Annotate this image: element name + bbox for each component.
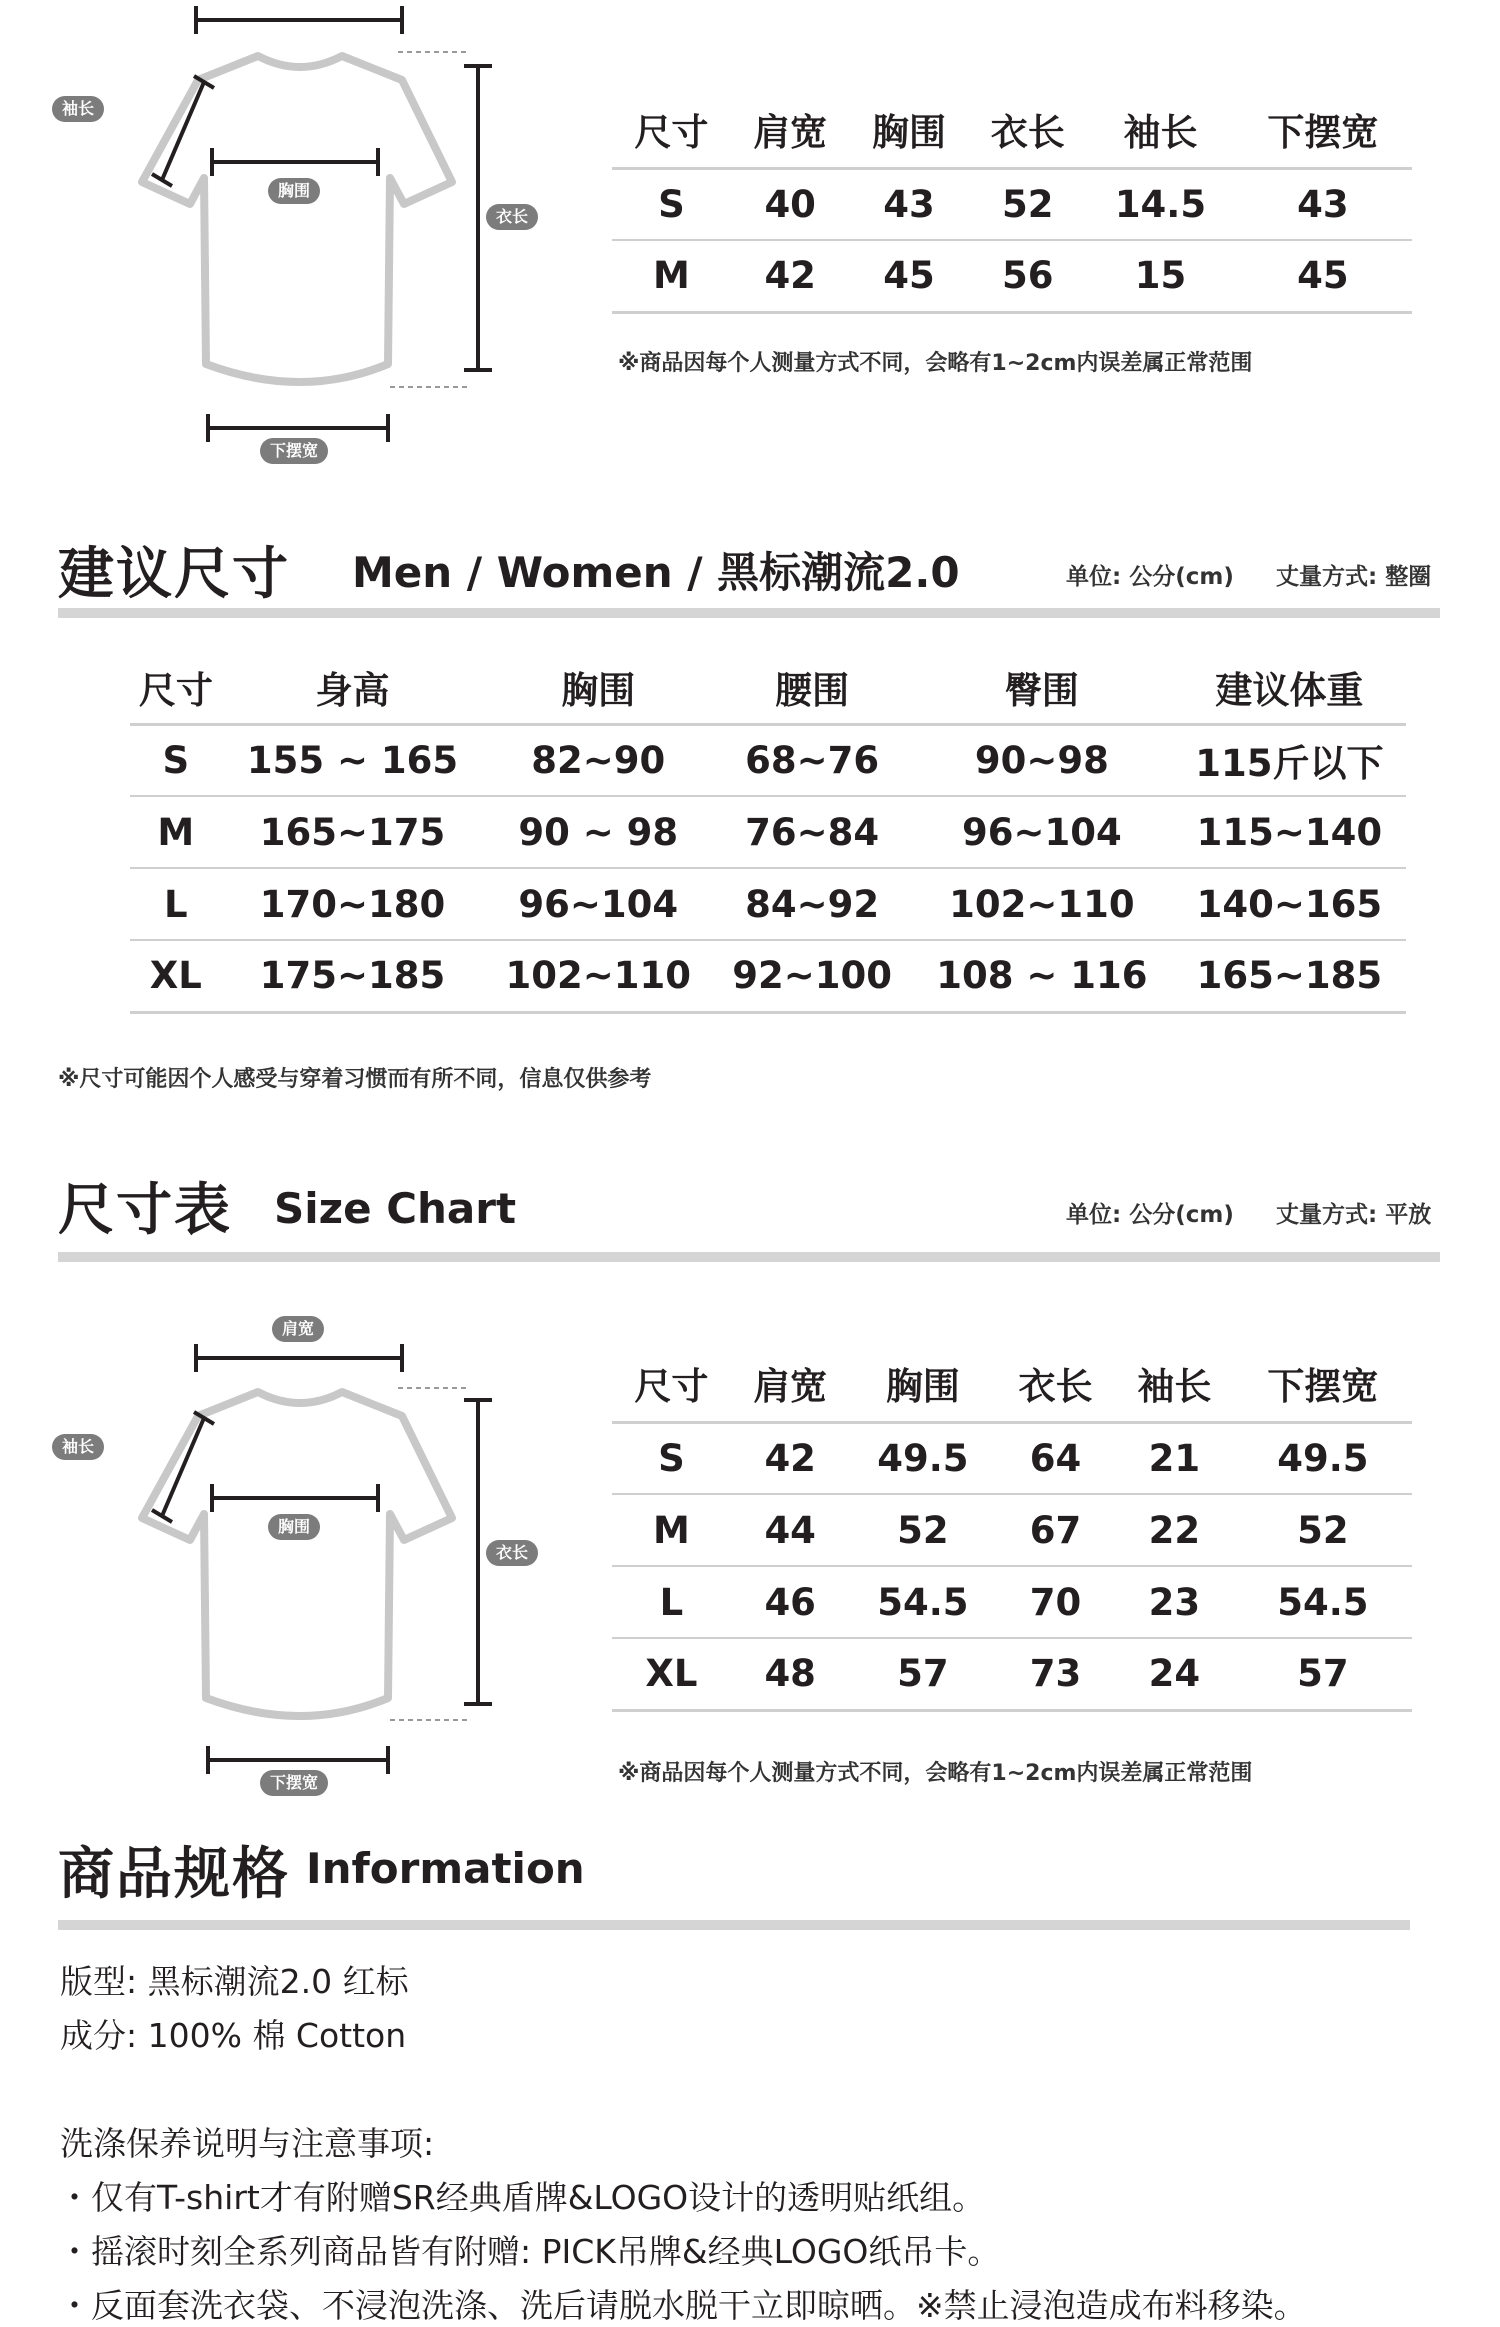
cell: 14.5 bbox=[1114, 182, 1207, 226]
label-sleeve: 袖长 bbox=[52, 96, 104, 122]
cell: 42 bbox=[731, 240, 850, 312]
cell: 165~175 bbox=[222, 796, 484, 868]
care-item: ・仅有T-shirt才有附赠SR经典盾牌&LOGO设计的透明贴纸组。 bbox=[58, 2178, 986, 2217]
info-subtitle: Information bbox=[306, 1844, 585, 1893]
size-table-top bbox=[612, 92, 1412, 314]
cell: XL bbox=[130, 940, 222, 1012]
th-length: 衣长 bbox=[996, 1346, 1115, 1422]
info-divider bbox=[58, 1920, 1410, 1930]
sizechart-title: 尺寸表 bbox=[58, 1178, 232, 1243]
info-fit: 版型: 黑标潮流2.0 红标 bbox=[60, 1962, 409, 2001]
cell: 96~104 bbox=[911, 796, 1173, 868]
cell: 57 bbox=[850, 1638, 997, 1710]
cell: 45 bbox=[850, 240, 969, 312]
table-row bbox=[612, 1494, 1412, 1566]
cell: 40 bbox=[764, 182, 816, 226]
th-size: 尺寸 bbox=[612, 1346, 731, 1422]
th-size: 尺寸 bbox=[612, 92, 731, 168]
cell: 84~92 bbox=[713, 868, 911, 940]
cell: 49.5 bbox=[877, 1436, 969, 1480]
cell: 23 bbox=[1115, 1566, 1234, 1638]
cell: 43 bbox=[883, 182, 935, 226]
cell: 115~140 bbox=[1173, 796, 1406, 868]
info-material: 成分: 100% 棉 Cotton bbox=[60, 2016, 407, 2055]
th-shoulder: 肩宽 bbox=[731, 1346, 850, 1422]
table-row bbox=[130, 940, 1406, 1012]
size-table-bottom bbox=[612, 1346, 1412, 1712]
cell: 49.5 bbox=[1277, 1436, 1369, 1480]
cell: 57 bbox=[1234, 1638, 1412, 1710]
th-chest: 胸围 bbox=[850, 1346, 997, 1422]
table-row bbox=[612, 1566, 1412, 1638]
cell: 165~185 bbox=[1173, 940, 1406, 1012]
th-hem: 下摆宽 bbox=[1234, 1346, 1412, 1422]
th-sleeve: 袖长 bbox=[1115, 1346, 1234, 1422]
cell: 140~165 bbox=[1173, 868, 1406, 940]
cell: 70 bbox=[996, 1566, 1115, 1638]
cell: 52 bbox=[1002, 182, 1054, 226]
label-chest: 胸围 bbox=[268, 178, 320, 204]
table-row bbox=[130, 724, 1406, 796]
care-item: ・摇滚时刻全系列商品皆有附赠: PICK吊牌&经典LOGO纸吊卡。 bbox=[58, 2232, 1001, 2271]
suggest-method: 丈量方式: 整圈 bbox=[1276, 564, 1432, 590]
th-weight: 建议体重 bbox=[1173, 652, 1406, 724]
cell: 90 ~ 98 bbox=[483, 796, 713, 868]
care-title: 洗涤保养说明与注意事项: bbox=[60, 2124, 435, 2163]
label-length: 衣长 bbox=[486, 1540, 538, 1566]
th-height: 身高 bbox=[222, 652, 484, 724]
cell: 54.5 bbox=[850, 1566, 997, 1638]
tshirt-outline-icon bbox=[60, 1324, 560, 1804]
table-row bbox=[612, 240, 1412, 312]
cell: 44 bbox=[731, 1494, 850, 1566]
cell: 15 bbox=[1087, 240, 1234, 312]
cell: 90~98 bbox=[974, 738, 1109, 782]
label-hem: 下摆宽 bbox=[260, 438, 328, 464]
cell: 108 ~ 116 bbox=[911, 940, 1173, 1012]
th-shoulder: 肩宽 bbox=[731, 92, 850, 168]
table-row bbox=[612, 168, 1412, 240]
label-shoulder: 肩宽 bbox=[272, 1316, 324, 1342]
th-length: 衣长 bbox=[968, 92, 1087, 168]
th-hem: 下摆宽 bbox=[1234, 92, 1412, 168]
label-chest: 胸围 bbox=[268, 1514, 320, 1540]
suggest-title: 建议尺寸 bbox=[58, 542, 290, 607]
cell: XL bbox=[612, 1638, 731, 1710]
cell: 102~110 bbox=[483, 940, 713, 1012]
cell: 68~76 bbox=[745, 738, 880, 782]
table-row bbox=[130, 796, 1406, 868]
table-row bbox=[612, 1422, 1412, 1494]
cell: 24 bbox=[1115, 1638, 1234, 1710]
cell: 64 bbox=[1029, 1436, 1082, 1480]
th-size: 尺寸 bbox=[130, 652, 222, 724]
cell: 52 bbox=[1234, 1494, 1412, 1566]
tshirt-diagram-top bbox=[60, 0, 560, 472]
label-length: 衣长 bbox=[486, 204, 538, 230]
table-row bbox=[130, 868, 1406, 940]
cell: 43 bbox=[1297, 182, 1349, 226]
th-waist: 腰围 bbox=[713, 652, 911, 724]
th-hip: 臀围 bbox=[911, 652, 1173, 724]
cell: 48 bbox=[731, 1638, 850, 1710]
sizechart-unit: 单位: 公分(cm) bbox=[1066, 1202, 1234, 1228]
suggest-table bbox=[130, 652, 1406, 1014]
cell: 56 bbox=[968, 240, 1087, 312]
measurement-note-top: ※商品因每个人测量方式不同，会略有1~2cm内误差属正常范围 bbox=[618, 351, 1253, 376]
cell: 155 ~ 165 bbox=[246, 738, 459, 782]
cell: 170~180 bbox=[222, 868, 484, 940]
cell: 96~104 bbox=[483, 868, 713, 940]
cell: M bbox=[130, 796, 222, 868]
table-row bbox=[612, 1638, 1412, 1710]
cell: S bbox=[658, 1436, 685, 1480]
th-chest: 胸围 bbox=[850, 92, 969, 168]
cell: S bbox=[658, 182, 685, 226]
cell: 76~84 bbox=[713, 796, 911, 868]
cell: M bbox=[612, 1494, 731, 1566]
cell: 115斤以下 bbox=[1195, 742, 1384, 786]
cell: L bbox=[612, 1566, 731, 1638]
suggest-subtitle: Men / Women / 黑标潮流2.0 bbox=[352, 548, 960, 597]
cell: 92~100 bbox=[713, 940, 911, 1012]
sizechart-method: 丈量方式: 平放 bbox=[1276, 1202, 1432, 1228]
label-hem: 下摆宽 bbox=[260, 1770, 328, 1796]
th-chest: 胸围 bbox=[483, 652, 713, 724]
cell: 73 bbox=[996, 1638, 1115, 1710]
cell: 102~110 bbox=[911, 868, 1173, 940]
cell: M bbox=[612, 240, 731, 312]
info-title: 商品规格 bbox=[58, 1842, 290, 1907]
measurement-note-bottom: ※商品因每个人测量方式不同，会略有1~2cm内误差属正常范围 bbox=[618, 1761, 1253, 1786]
label-sleeve: 袖长 bbox=[52, 1434, 104, 1460]
tshirt-diagram-bottom bbox=[60, 1319, 560, 1804]
cell: 52 bbox=[850, 1494, 997, 1566]
cell: 67 bbox=[996, 1494, 1115, 1566]
cell: 46 bbox=[731, 1566, 850, 1638]
suggest-unit: 单位: 公分(cm) bbox=[1066, 564, 1234, 590]
cell: 175~185 bbox=[222, 940, 484, 1012]
care-item: ・反面套洗衣袋、不浸泡洗涤、洗后请脱水脱干立即晾晒。※禁止浸泡造成布料移染。 bbox=[58, 2286, 1307, 2325]
cell: S bbox=[162, 738, 190, 782]
sizechart-subtitle: Size Chart bbox=[274, 1184, 517, 1233]
cell: 82~90 bbox=[531, 738, 666, 782]
cell: 45 bbox=[1234, 240, 1412, 312]
cell: L bbox=[130, 868, 222, 940]
cell: 54.5 bbox=[1234, 1566, 1412, 1638]
cell: 22 bbox=[1115, 1494, 1234, 1566]
sizechart-divider bbox=[58, 1252, 1440, 1262]
th-sleeve: 袖长 bbox=[1087, 92, 1234, 168]
cell: 42 bbox=[764, 1436, 816, 1480]
suggest-note: ※尺寸可能因个人感受与穿着习惯而有所不同，信息仅供参考 bbox=[58, 1067, 652, 1092]
cell: 21 bbox=[1148, 1436, 1201, 1480]
tshirt-outline-icon bbox=[60, 0, 560, 472]
suggest-divider bbox=[58, 608, 1440, 618]
